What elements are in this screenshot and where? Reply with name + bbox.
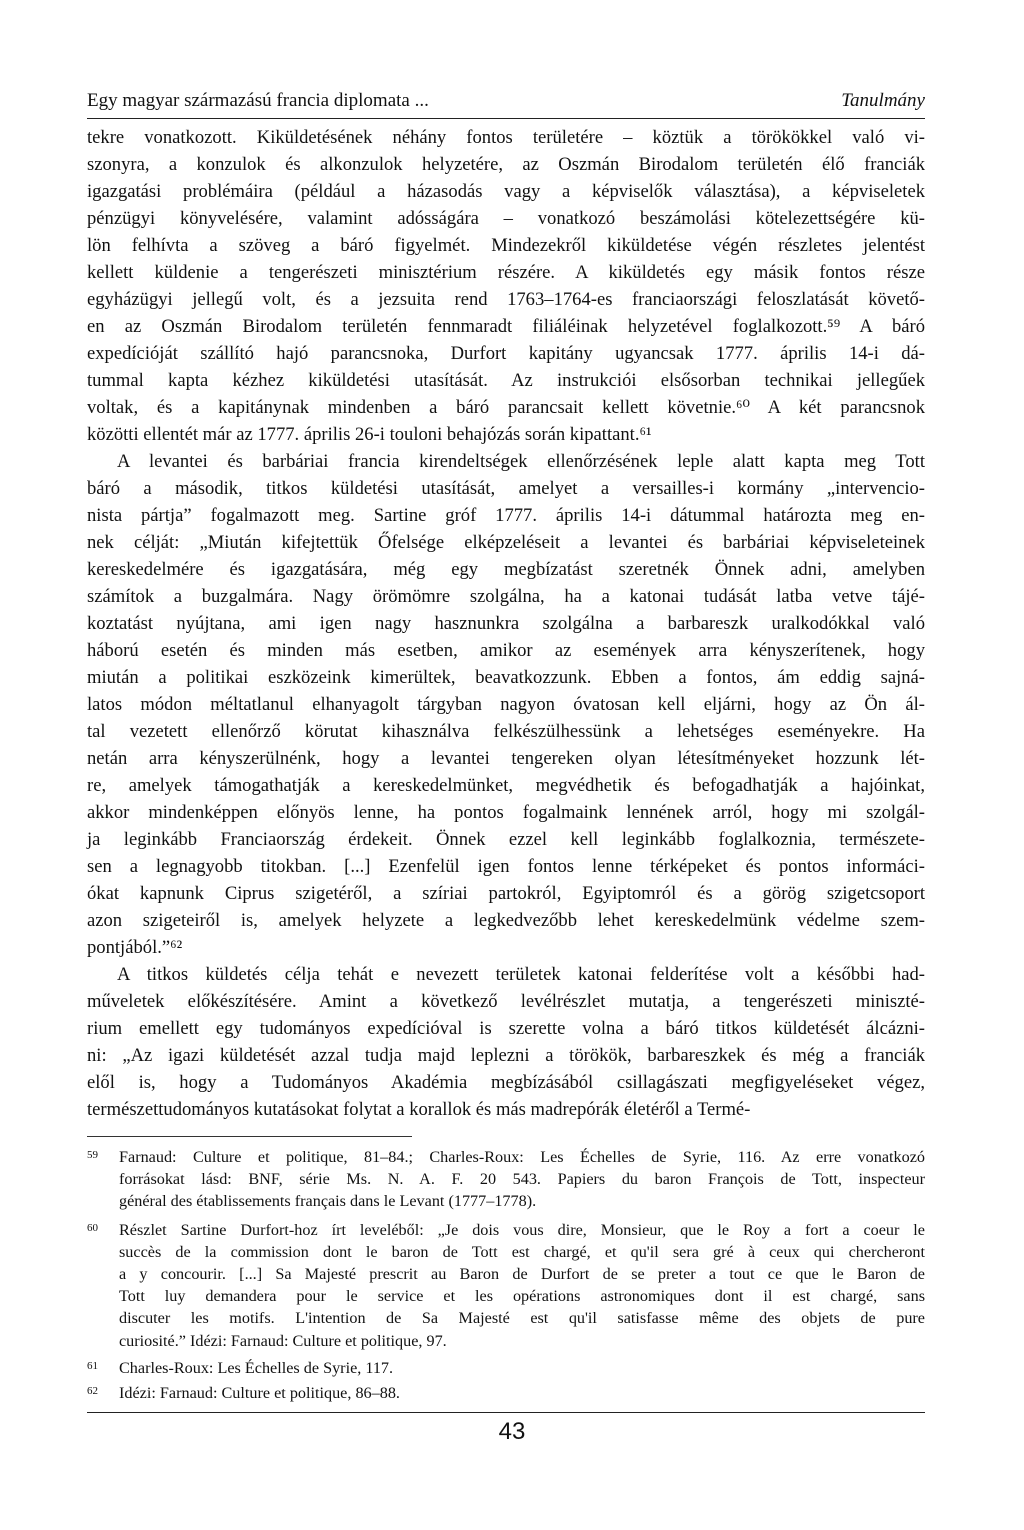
- footnote: [87, 1357, 925, 1379]
- section-label: Tanulmány: [841, 90, 925, 111]
- footer-rule: [87, 1412, 925, 1413]
- footnote-line: succès de la commission dont le baron de Tott est chargé, et qu'il sera gré à ceux qui chercheront: [119, 1242, 925, 1261]
- footnote-line: forrásokat lásd: BNF, série Ms. N. A. F. 20 543. Papiers du baron François de Tott, inspecteur: [119, 1170, 925, 1189]
- text-line: lön felhívta a szöveg a báró figyelmét. Mindezekről kiküldetése végén részletes jelentést: [87, 235, 925, 256]
- text-line: A titkos küldetés célja tehát e nevezett területek katonai felderítése volt a későbbi had-: [117, 964, 925, 985]
- text-line: ni: „Az igazi küldetését azzal tudja majd leplezni a törökök, barbareszkek és még a franciák: [87, 1045, 925, 1066]
- text-line: en az Oszmán Birodalom területén fennmaradt filiáléinak helyzetével foglalkozott.⁵⁹ A báró: [87, 316, 925, 337]
- text-line: közötti ellentét már az 1777. április 26-i touloni behajózás során kipattant.⁶¹: [87, 424, 652, 445]
- text-line: akkor mindenképpen előnyös lenne, ha pontos fogalmaink lennének arról, hogy mi szolgál-: [87, 802, 925, 823]
- text-line: egyházügyi jellegű volt, és a jezsuita rend 1763–1764-es franciaországi feloszlatását követő-: [87, 289, 925, 310]
- footnote-number: 62: [87, 1385, 98, 1398]
- body-text: [87, 124, 925, 1123]
- text-line: nista pártja” fogalmazott meg. Sartine gróf 1777. április 14-i dátummal határozta meg en-: [87, 505, 925, 526]
- text-line: báró a második, titkos küldetési utasítását, amelyet a versailles-i kormány „intervencio-: [87, 478, 925, 499]
- text-line: ókat kapnunk Ciprus szigetéről, a szíriai partokról, Egyiptomról és a görög szigetcsoport: [87, 883, 925, 904]
- text-line: műveletek előkészítésére. Amint a következő levélrészlet mutatja, a tengerészeti miniszté-: [87, 991, 925, 1012]
- footnote-line: Charles-Roux: Les Échelles de Syrie, 117.: [119, 1358, 394, 1377]
- footnote-line: a y concourir. [...] Sa Majesté prescrit au Baron de Durfort de se preter a tout ce que le Baron de: [119, 1265, 925, 1284]
- text-line: netán arra kényszerülnénk, hogy a levantei tengereken olyan létesítményeket hozzunk lét-: [87, 748, 925, 769]
- text-line: nek célját: „Miután kifejtettük Őfelsége elképzeléseit a levantei és barbáriai képviseleteinek: [87, 532, 925, 553]
- text-line: pontjából.”⁶²: [87, 937, 183, 958]
- text-line: számítok a buzgalmára. Nagy örömömre szolgálna, ha a katonai tudását latba vetve tájé-: [87, 586, 925, 607]
- footnote-line: Tott luy demandera pour le service et les opérations astronomiques dont il est chargé, sans: [119, 1287, 925, 1306]
- text-line: kellett küldenie a tengerészeti minisztérium részére. A kiküldetés egy másik fontos része: [87, 262, 925, 283]
- text-line: voltak, és a kapitánynak mindenben a báró parancsait kellett követnie.⁶⁰ A két parancsnok: [87, 397, 925, 418]
- text-line: re, amelyek támogathatják a kereskedelmünket, megvédhetik és befogadhatják a hajóinkat,: [87, 775, 925, 796]
- text-line: rium emellett egy tudományos expedícióval is szerette volna a báró titkos küldetését álcázni-: [87, 1018, 925, 1039]
- text-line: latos módon méltatlanul elhanyagolt tárgyban nagyon óvatosan kell eljárni, hogy az Ön ál-: [87, 694, 925, 715]
- footnote-line: général des établissements français dans le Levant (1777–1778).: [119, 1192, 537, 1211]
- text-line: tal vezetett ellenőrző körutat kihasználva felkészülhessünk a lehetséges eseményekre. Ha: [87, 721, 925, 742]
- footnote-line: discuter les motifs. L'intention de Sa Majesté est qu'il satisfasse même des objets de pure: [119, 1309, 925, 1328]
- text-line: kereskedelmére és igazgatására, még egy megbízatást szeretnék Önnek adni, amelyben: [87, 559, 925, 580]
- text-line: miután a politikai eszközeink kimerültek, beavatkozzunk. Ebben a fontos, ám eddig sajná-: [87, 667, 925, 688]
- text-line: koztatást nyújtana, ami igen nagy hasznunkra szolgálna a barbareszk uralkodókkal való: [87, 613, 925, 634]
- footnote-number: 60: [87, 1221, 98, 1234]
- text-line: expedícióját szállító hajó parancsnoka, Durfort kapitány ugyancsak 1777. április 14-i dá-: [87, 343, 925, 364]
- footnote: [87, 1219, 925, 1352]
- text-line: természettudományos kutatásokat folytat a korallok és más madrepórák életéről a Termé-: [87, 1099, 751, 1120]
- footnote-number: 59: [87, 1149, 98, 1161]
- text-line: sen a legnagyobb titokban. [...] Ezenfelül igen fontos lenne térképeket és pontos informáci-: [87, 856, 925, 877]
- footnote-line: Részlet Sartine Durfort-hoz írt leveléből: „Je dois vous dire, Monsieur, que le Roy a fort a coeur le: [119, 1220, 925, 1239]
- text-line: szonyra, a konzulok és alkonzulok helyzetére, az Oszmán Birodalom területén élő franciák: [87, 154, 925, 175]
- text-line: A levantei és barbáriai francia kirendeltségek ellenőrzésének leple alatt kapta meg Tott: [117, 451, 925, 472]
- running-header: [87, 84, 925, 119]
- footnote-line: curiosité.” Idézi: Farnaud: Culture et politique, 97.: [119, 1331, 447, 1350]
- footnote-line: Idézi: Farnaud: Culture et politique, 86–88.: [119, 1384, 400, 1403]
- footnotes: [87, 1146, 925, 1404]
- text-line: tekre vonatkozott. Kiküldetésének néhány fontos területére – köztük a törökökkel való vi-: [87, 127, 925, 148]
- running-title: Egy magyar származású francia diplomata ...: [87, 90, 429, 111]
- footnote-number: 61: [87, 1359, 98, 1372]
- footnote: [87, 1382, 925, 1404]
- text-line: azon szigeteiről is, amelyek helyzete a legkedvezőbb lehet kereskedelmünk védelme szem-: [87, 910, 925, 931]
- footnote-line: Farnaud: Culture et politique, 81–84.; Charles-Roux: Les Échelles de Syrie, 116. Az erre vonatkozó: [119, 1148, 925, 1166]
- text-line: tummal kapta kézhez kiküldetési utasítását. Az instrukciói elsősorban technikai jellegűek: [87, 370, 925, 391]
- text-line: ja leginkább Franciaország érdekeit. Önnek ezzel kell leginkább foglalkoznia, természete-: [87, 829, 925, 850]
- text-line: elől is, hogy a Tudományos Akadémia megbízásából csillagászati megfigyeléseket végez,: [87, 1072, 925, 1093]
- footnote-separator: [87, 1136, 412, 1137]
- text-line: pénzügyi könyvelésére, valamint adósságára – vonatkozó beszámolási kötelezettségére kü-: [87, 208, 925, 229]
- text-line: háború esetén és minden más esetben, amikor az események arra kényszerítenek, hogy: [87, 640, 925, 661]
- page-number: 43: [498, 1418, 526, 1445]
- text-line: igazgatási problémáira (például a házasodás vagy a képviselők választása), a képviseletek: [87, 181, 925, 202]
- footnote: [87, 1146, 925, 1213]
